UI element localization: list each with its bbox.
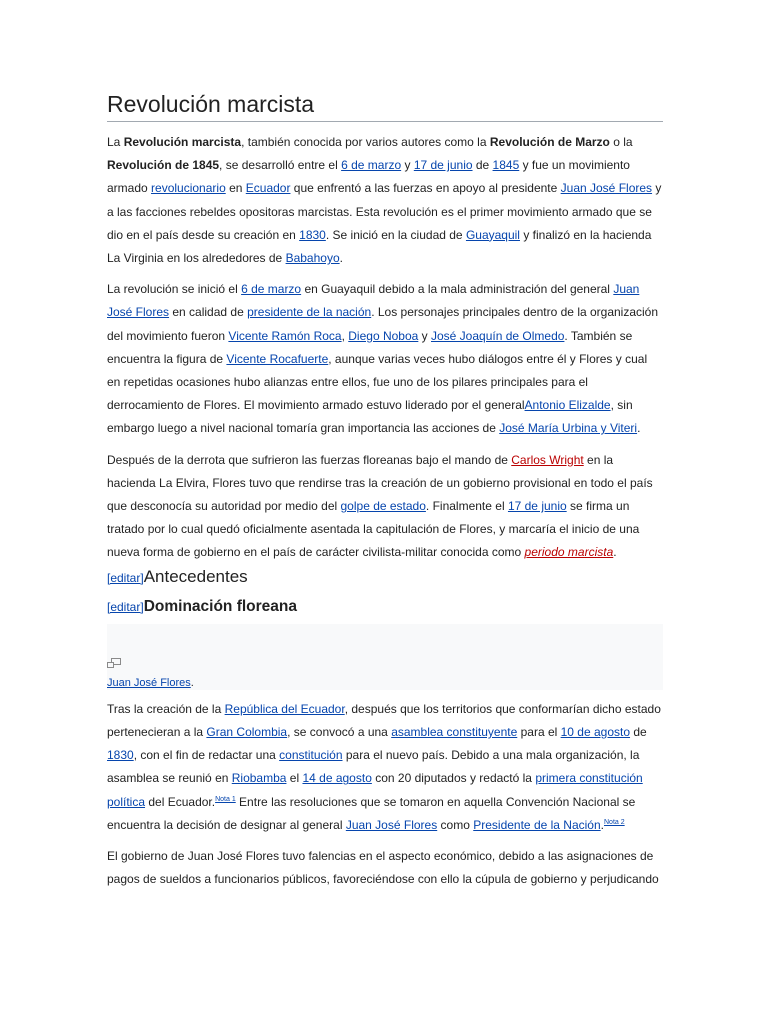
footnote-ref xyxy=(215,796,236,803)
link-jose-joaquin-de-olmedo[interactable]: José Joaquín de Olmedo xyxy=(431,328,565,343)
text: y a las facciones rebeldes opositoras marcistas. Esta revolución es el primer movimiento armado que se dio en el país desde su creación en xyxy=(107,181,662,242)
link-gran-colombia[interactable]: Gran Colombia xyxy=(206,725,288,740)
text: Después de la derrota que sufrieron las fuerzas floreanas bajo el mando de xyxy=(107,452,512,467)
text: . xyxy=(339,251,343,266)
text: , aunque varias veces hubo diálogos entre él y Flores y cual en repetidas ocasiones hubo alianzas entre ellos, fue uno de los pilares principales para el derrocamiento de Flores. El movimiento armado estuvo liderado por el general xyxy=(107,351,648,413)
text: La xyxy=(107,135,124,149)
link-presidente-de-la-nacion[interactable]: presidente de la nación xyxy=(247,305,372,320)
text: , también conocida por varios autores como la xyxy=(241,135,490,149)
link-riobamba[interactable]: Riobamba xyxy=(231,771,287,786)
bold-term: Revolución de 1845 xyxy=(107,158,220,173)
paragraph-intro xyxy=(107,131,663,270)
edit-link[interactable]: [editar] xyxy=(107,570,144,585)
caption-link-juan-jose-flores[interactable]: Juan José Flores xyxy=(107,676,191,689)
text: La revolución se inició el xyxy=(107,282,242,297)
text: se firma un tratado por lo cual quedó oficialmente asentada la capitulación de Flores, y marcaría el inicio de una nueva forma de gobierno en el país de carácter civilista-militar conocida como xyxy=(107,499,640,560)
text: . xyxy=(613,545,617,560)
link-14-de-agosto[interactable]: 14 de agosto xyxy=(302,771,372,786)
text: . xyxy=(190,676,194,689)
link-primera-constitucion[interactable]: primera constitución política xyxy=(107,771,643,809)
text: , después que los territorios que conformarían dicho estado pertenecieran a la xyxy=(107,701,661,740)
link-ecuador[interactable]: Ecuador xyxy=(245,181,291,196)
link-juan-jose-flores[interactable]: Juan José Flores xyxy=(345,817,438,832)
link-vicente-rocafuerte[interactable]: Vicente Rocafuerte xyxy=(226,351,329,366)
text: el xyxy=(286,771,303,786)
text: . xyxy=(637,421,641,436)
link-vicente-ramon-roca[interactable]: Vicente Ramón Roca xyxy=(228,328,342,343)
text: de xyxy=(630,725,647,740)
link-carlos-wright[interactable]: Carlos Wright xyxy=(511,452,584,467)
link-diego-noboa[interactable]: Diego Noboa xyxy=(348,328,419,343)
link-babahoyo[interactable]: Babahoyo xyxy=(285,251,340,266)
bold-term: Revolución de Marzo xyxy=(489,135,610,149)
text: y finalizó en la hacienda La Virginia en los alrededores de xyxy=(107,227,652,266)
text: en calidad de xyxy=(169,305,248,320)
link-presidente-de-la-nacion[interactable]: Presidente de la Nación xyxy=(473,817,601,832)
figure-caption xyxy=(107,676,194,690)
text: , con el fin de redactar una xyxy=(133,748,280,763)
link-17-de-junio[interactable]: 17 de junio xyxy=(413,158,473,173)
text: y fue un movimiento armado xyxy=(107,158,630,196)
link-6-de-marzo[interactable]: 6 de marzo xyxy=(241,282,302,297)
footnote-link-nota-1[interactable]: Nota 1 xyxy=(215,795,236,803)
text: , xyxy=(341,328,349,343)
page-title: Revolución marcista xyxy=(107,88,663,122)
footnote-link-nota-2[interactable]: Nota 2 xyxy=(604,818,625,826)
link-periodo-marcista[interactable]: periodo marcista xyxy=(524,545,614,560)
text: y xyxy=(401,158,414,173)
text: en xyxy=(225,181,246,196)
link-1830[interactable]: 1830 xyxy=(299,227,326,242)
link-10-de-agosto[interactable]: 10 de agosto xyxy=(560,725,631,740)
paragraph-causes xyxy=(107,278,663,440)
subsection-heading: Dominación floreana xyxy=(143,597,297,615)
edit-link[interactable]: [editar] xyxy=(107,599,144,614)
enlarge-icon[interactable] xyxy=(107,656,122,668)
text: , se convocó a una xyxy=(287,725,392,740)
section-heading-antecedentes: Antecedentes xyxy=(143,566,248,586)
text: en Guayaquil debido a la mala administración del general xyxy=(301,282,614,297)
paragraph-gobierno xyxy=(107,845,663,891)
text: El gobierno de Juan José Flores tuvo falencias en el aspecto económico, debido a las asignaciones de pagos de sueldos a funcionarios públicos, favoreciéndose con ello la cúpula de gobierno y perjudicando xyxy=(107,849,659,887)
text: . Se inició en la ciudad de xyxy=(325,227,466,242)
link-6-de-marzo[interactable]: 6 de marzo xyxy=(341,158,402,173)
link-revolucionario[interactable]: revolucionario xyxy=(151,181,226,196)
link-antonio-elizalde[interactable]: Antonio Elizalde xyxy=(524,398,611,413)
link-jose-maria-urbina[interactable]: José María Urbina y Viteri xyxy=(499,421,638,436)
text: en la hacienda La Elvira, Flores tuvo que rendirse tras la creación de un gobierno provisional en todo el país que desconocía su autoridad por medio del xyxy=(107,452,653,514)
text: y xyxy=(418,328,431,343)
link-republica-del-ecuador[interactable]: República del Ecuador xyxy=(224,701,345,716)
bold-term: Revolución marcista xyxy=(123,135,242,149)
paragraph-outcome xyxy=(107,449,663,590)
text: de xyxy=(472,158,493,173)
link-1830[interactable]: 1830 xyxy=(107,748,134,763)
link-17-de-junio[interactable]: 17 de junio xyxy=(507,499,567,514)
link-juan-jose-flores[interactable]: Juan José Flores xyxy=(560,181,653,196)
text: del Ecuador. xyxy=(145,794,216,809)
text: . Finalmente el xyxy=(425,499,508,514)
link-asamblea-constituyente[interactable]: asamblea constituyente xyxy=(391,725,518,740)
text: , se desarrolló entre el xyxy=(219,158,342,173)
subsection-heading-line xyxy=(107,595,663,619)
text: con 20 diputados y redactó la xyxy=(371,771,536,786)
text: para el xyxy=(517,725,561,740)
text: o la xyxy=(609,135,633,149)
link-constitucion[interactable]: constitución xyxy=(279,748,343,763)
text: como xyxy=(437,817,474,832)
link-golpe-de-estado[interactable]: golpe de estado xyxy=(340,499,426,514)
text: , sin embargo luego a nivel nacional tomaría gran importancia las acciones de xyxy=(107,398,633,436)
paragraph-dominacion xyxy=(107,698,663,837)
text: . Los personajes principales dentro de la organización del movimiento fueron xyxy=(107,305,659,343)
article xyxy=(107,88,663,891)
text: Tras la creación de la xyxy=(107,701,225,716)
thumbnail-figure xyxy=(107,624,663,690)
link-guayaquil[interactable]: Guayaquil xyxy=(465,227,520,242)
text: que enfrentó a las fuerzas en apoyo al presidente xyxy=(290,181,561,196)
footnote-ref xyxy=(604,819,625,826)
text: Entre las resoluciones que se tomaron en aquella Convención Nacional se encuentra la decisión de designar al general xyxy=(107,794,636,832)
text: . También se encuentra la figura de xyxy=(107,328,633,366)
link-juan-jose-flores[interactable]: Juan José Flores xyxy=(107,282,640,320)
text: para el nuevo país. Debido a una mala organización, la asamblea se reunió en xyxy=(107,748,640,786)
link-1845[interactable]: 1845 xyxy=(492,158,520,173)
text: . xyxy=(600,817,604,832)
